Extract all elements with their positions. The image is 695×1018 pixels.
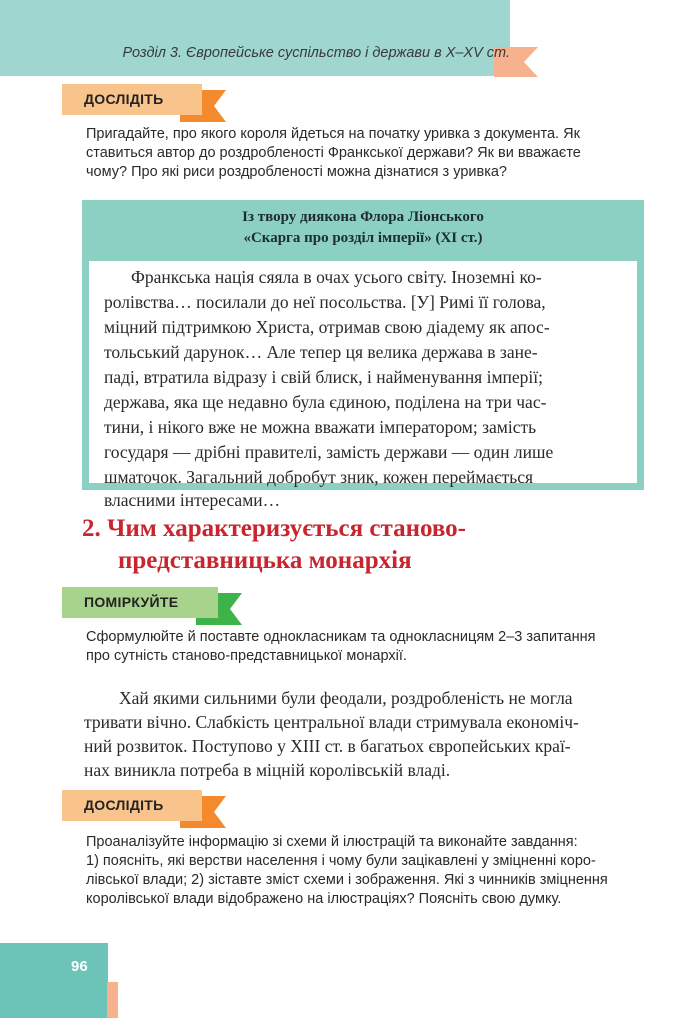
quote-line: шматочок. Загальний добробут зник, кожен переймається bbox=[104, 467, 534, 487]
page-number: 96 bbox=[71, 958, 88, 975]
text-line: чому? Про які риси роздробленості можна дізнатися з уривка? bbox=[86, 164, 507, 180]
section-heading-line1: 2. Чим характеризується станово- bbox=[82, 515, 467, 542]
body-text-line: Хай якими сильними були феодали, роздробленість не могла bbox=[119, 688, 573, 708]
chapter-header-band bbox=[0, 0, 510, 76]
quote-line: тини, і нікого вже не можна вважати імператором; замість bbox=[104, 417, 537, 437]
quote-line: власними інтересами… bbox=[104, 490, 281, 510]
investigate-label-text: ДОСЛІДІТЬ bbox=[84, 797, 164, 813]
quote-line: тольський дарунок… Але тепер ця велика держава в занe- bbox=[104, 342, 538, 362]
body-text-line: тривати вічно. Слабкість центральної влади стримувала економіч- bbox=[84, 712, 579, 732]
quote-line: міцний підтримкою Христа, отримав свою діадему як апос- bbox=[104, 317, 550, 337]
page-number-block bbox=[0, 943, 108, 1018]
text-line: ставиться автор до роздробленості Франкської держави? Як ви вважаєте bbox=[86, 145, 581, 161]
text-line: 1) поясніть, які верстви населення і чому були зацікавлені у зміцненні коро- bbox=[86, 853, 596, 869]
quote-title-line: «Скарга про розділ імперії» (XI ст.) bbox=[243, 230, 483, 246]
text-line: Сформулюйте й поставте однокласникам та однокласницям 2–3 запитання bbox=[86, 629, 596, 645]
body-text-line: ний розвиток. Поступово у XIII ст. в багатьох європейських краї- bbox=[84, 736, 571, 756]
think-task-text bbox=[86, 628, 646, 666]
investigate-label-text: ДОСЛІДІТЬ bbox=[84, 91, 164, 107]
text-line: королівської влади відображено на ілюстраціях? Поясніть свою думку. bbox=[86, 891, 562, 907]
think-label bbox=[62, 587, 218, 618]
text-line: лівської влади; 2) зіставте зміст схеми і зображення. Які з чинників зміцнення bbox=[86, 872, 608, 888]
page-accent-strip bbox=[107, 982, 118, 1018]
orange-flag-icon bbox=[180, 84, 228, 128]
think-label-text: ПОМІРКУЙТЕ bbox=[84, 594, 179, 610]
orange-flag-icon bbox=[180, 790, 228, 834]
text-line: про сутність станово-представницької монархії. bbox=[86, 648, 407, 664]
body-text-line: нах виникла потреба в міцній королівській владі. bbox=[84, 760, 451, 780]
text-line: Пригадайте, про якого короля йдеться на початку уривка з документа. Як bbox=[86, 126, 580, 142]
quote-line: паді, втратила відразу і свій блиск, і найменування імперії; bbox=[104, 367, 544, 387]
quote-line: государя — дрібні правителі, замість держави — один лише bbox=[104, 442, 554, 462]
investigate-task-text bbox=[86, 833, 656, 909]
chapter-title: Розділ 3. Європейське суспільство і держави в X–XV ст. bbox=[122, 45, 510, 61]
source-quote-title bbox=[82, 207, 644, 249]
quote-line: Франкська нація сяяла в очах усього світу. Іноземні ко- bbox=[131, 267, 542, 287]
quote-line: держава, яка ще недавно була єдиною, поділена на три час- bbox=[104, 392, 547, 412]
quote-line: ролівства… посилали до неї посольства. [У] Римі її голова, bbox=[104, 292, 546, 312]
quote-title-line: Із твору диякона Флора Ліонського bbox=[242, 209, 484, 225]
investigate-question-text bbox=[86, 125, 646, 182]
green-flag-icon bbox=[196, 587, 244, 631]
text-line: Проаналізуйте інформацію зі схеми й ілюстрацій та виконайте завдання: bbox=[86, 834, 578, 850]
section-heading-line2: представницька монархія bbox=[118, 547, 412, 574]
